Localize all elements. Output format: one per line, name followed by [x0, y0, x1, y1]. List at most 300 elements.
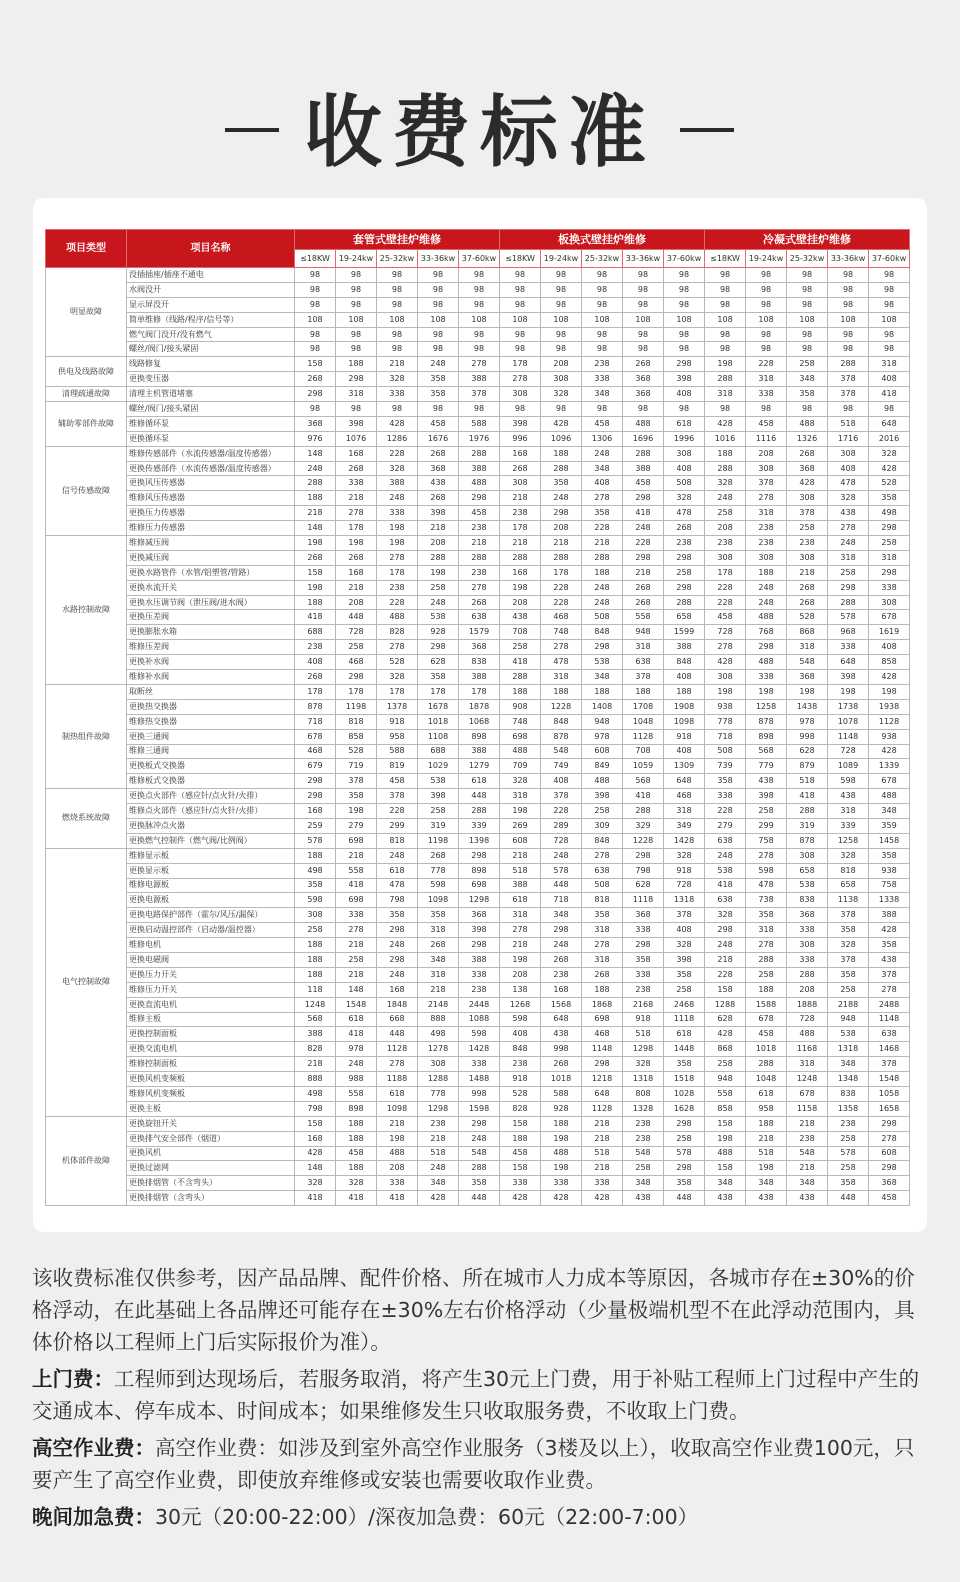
price-cell: 288 [500, 550, 541, 565]
price-cell: 438 [869, 952, 910, 967]
price-cell: 248 [746, 595, 787, 610]
price-cell: 898 [746, 729, 787, 744]
price-cell: 258 [664, 982, 705, 997]
price-cell: 728 [705, 625, 746, 640]
price-cell: 378 [869, 967, 910, 982]
price-cell: 238 [787, 536, 828, 551]
price-cell: 338 [582, 1176, 623, 1191]
price-cell: 858 [869, 655, 910, 670]
price-cell: 749 [541, 759, 582, 774]
price-cell: 2188 [828, 997, 869, 1012]
price-cell: 98 [459, 297, 500, 312]
price-cell: 1118 [664, 1012, 705, 1027]
price-cell: 718 [295, 714, 336, 729]
price-cell: 1248 [787, 1072, 828, 1087]
price-cell: 528 [336, 744, 377, 759]
price-cell: 1378 [377, 699, 418, 714]
price-cell: 308 [787, 550, 828, 565]
price-cell: 238 [664, 536, 705, 551]
price-cell: 228 [541, 595, 582, 610]
price-cell: 148 [336, 982, 377, 997]
price-cell: 308 [705, 670, 746, 685]
price-cell: 289 [541, 818, 582, 833]
price-cell: 258 [828, 1161, 869, 1176]
price-cell: 278 [459, 357, 500, 372]
price-cell: 329 [623, 818, 664, 833]
price-cell: 278 [500, 372, 541, 387]
price-cell: 308 [746, 550, 787, 565]
price-cell: 1428 [664, 833, 705, 848]
price-cell: 848 [582, 833, 623, 848]
price-cell: 548 [787, 655, 828, 670]
price-cell: 998 [787, 729, 828, 744]
price-cell: 98 [664, 297, 705, 312]
price-cell: 188 [746, 982, 787, 997]
price-cell: 228 [377, 446, 418, 461]
price-cell: 258 [623, 1161, 664, 1176]
price-cell: 248 [418, 1161, 459, 1176]
price-cell: 208 [541, 357, 582, 372]
price-cell: 178 [500, 357, 541, 372]
table-row [46, 297, 910, 312]
price-cell: 1128 [582, 1101, 623, 1116]
price-cell: 318 [828, 550, 869, 565]
price-cell: 98 [705, 297, 746, 312]
price-cell: 698 [582, 1012, 623, 1027]
price-cell: 598 [295, 893, 336, 908]
item-name-cell: 更换电磁阀 [127, 952, 295, 967]
price-cell: 238 [377, 580, 418, 595]
price-cell: 279 [705, 818, 746, 833]
table-row [46, 491, 910, 506]
price-cell: 248 [418, 357, 459, 372]
price-cell: 1468 [869, 1042, 910, 1057]
table-row [46, 1072, 910, 1087]
price-cell: 328 [869, 446, 910, 461]
price-cell: 448 [377, 1027, 418, 1042]
table-row [46, 759, 910, 774]
price-cell: 868 [705, 1042, 746, 1057]
price-cell: 318 [500, 908, 541, 923]
item-name-cell: 没插插座/插座不通电 [127, 268, 295, 283]
price-cell: 108 [541, 312, 582, 327]
price-cell: 398 [746, 789, 787, 804]
price-cell: 198 [746, 684, 787, 699]
price-cell: 98 [623, 297, 664, 312]
price-cell: 548 [541, 744, 582, 759]
price-cell: 338 [459, 1057, 500, 1072]
price-cell: 288 [787, 804, 828, 819]
price-cell: 558 [623, 610, 664, 625]
page-title: 收费标准 [303, 88, 656, 178]
price-cell: 578 [541, 863, 582, 878]
price-cell: 598 [500, 1012, 541, 1027]
price-cell: 1198 [418, 833, 459, 848]
price-cell: 418 [623, 789, 664, 804]
price-cell: 218 [377, 1116, 418, 1131]
price-cell: 98 [459, 342, 500, 357]
price-cell: 458 [582, 416, 623, 431]
price-cell: 338 [746, 670, 787, 685]
power-range-header: 19-24kw [336, 250, 377, 268]
price-cell: 879 [787, 759, 828, 774]
price-cell: 98 [295, 342, 336, 357]
price-cell: 318 [336, 387, 377, 402]
price-cell: 268 [295, 670, 336, 685]
table-row [46, 431, 910, 446]
price-cell: 1938 [869, 699, 910, 714]
price-cell: 1029 [418, 759, 459, 774]
price-cell: 188 [705, 446, 746, 461]
price-cell: 948 [828, 1012, 869, 1027]
price-cell: 1599 [664, 625, 705, 640]
price-cell: 298 [623, 491, 664, 506]
table-row [46, 357, 910, 372]
price-cell: 1148 [869, 1012, 910, 1027]
price-cell: 108 [459, 312, 500, 327]
table-row [46, 684, 910, 699]
price-cell: 98 [623, 282, 664, 297]
price-cell: 458 [418, 416, 459, 431]
price-cell: 358 [869, 491, 910, 506]
price-cell: 428 [869, 670, 910, 685]
price-cell: 328 [705, 476, 746, 491]
price-cell: 938 [869, 729, 910, 744]
item-name-cell: 更换电路保护部件（霍尔/风压/漏保） [127, 908, 295, 923]
price-cell: 339 [459, 818, 500, 833]
price-cell: 1248 [295, 997, 336, 1012]
price-cell: 108 [582, 312, 623, 327]
price-cell: 248 [828, 536, 869, 551]
price-cell: 268 [541, 1057, 582, 1072]
table-row [46, 729, 910, 744]
table-row [46, 416, 910, 431]
table-row [46, 878, 910, 893]
price-cell: 148 [295, 446, 336, 461]
item-name-cell: 更换风机 [127, 1146, 295, 1161]
price-cell: 228 [705, 580, 746, 595]
item-name-cell: 更换补水阀 [127, 655, 295, 670]
price-cell: 1148 [828, 729, 869, 744]
price-cell: 318 [869, 550, 910, 565]
price-cell: 1258 [828, 833, 869, 848]
price-cell: 528 [500, 1086, 541, 1101]
price-cell: 168 [336, 565, 377, 580]
price-cell: 608 [582, 744, 623, 759]
price-cell: 1428 [459, 1042, 500, 1057]
price-cell: 518 [828, 416, 869, 431]
price-cell: 358 [746, 908, 787, 923]
price-cell: 338 [787, 952, 828, 967]
power-range-header: 33-36kw [623, 250, 664, 268]
price-cell: 488 [377, 610, 418, 625]
price-cell: 318 [787, 640, 828, 655]
price-cell: 948 [623, 625, 664, 640]
price-cell: 188 [623, 684, 664, 699]
price-cell: 618 [746, 1086, 787, 1101]
price-cell: 198 [500, 952, 541, 967]
power-range-header: ≤18KW [295, 250, 336, 268]
price-cell: 358 [869, 938, 910, 953]
price-cell: 318 [582, 952, 623, 967]
price-cell: 458 [459, 506, 500, 521]
price-cell: 288 [459, 1161, 500, 1176]
power-range-header: 33-36kw [828, 250, 869, 268]
price-cell: 248 [295, 461, 336, 476]
price-cell: 298 [869, 1116, 910, 1131]
price-cell: 328 [623, 1057, 664, 1072]
price-cell: 238 [787, 1131, 828, 1146]
price-cell: 178 [377, 565, 418, 580]
price-cell: 98 [582, 342, 623, 357]
price-cell: 688 [295, 625, 336, 640]
price-cell: 208 [500, 595, 541, 610]
price-cell: 178 [541, 565, 582, 580]
price-cell: 258 [828, 1131, 869, 1146]
price-cell: 298 [377, 923, 418, 938]
table-row [46, 670, 910, 685]
price-cell: 708 [623, 744, 664, 759]
price-cell: 328 [336, 1176, 377, 1191]
price-cell: 258 [664, 565, 705, 580]
price-cell: 268 [541, 952, 582, 967]
price-cell: 228 [541, 580, 582, 595]
group-header-sleeve: 套管式壁挂炉维修 [295, 230, 500, 250]
price-cell: 458 [705, 610, 746, 625]
price-cell: 568 [295, 1012, 336, 1027]
price-cell: 198 [869, 684, 910, 699]
category-cell: 供电及线路故障 [46, 357, 127, 387]
category-cell: 电气控制故障 [46, 848, 127, 1116]
price-cell: 218 [336, 848, 377, 863]
price-cell: 299 [377, 818, 418, 833]
price-cell: 318 [500, 789, 541, 804]
price-cell: 148 [295, 1161, 336, 1176]
price-cell: 828 [295, 1042, 336, 1057]
price-cell: 848 [541, 714, 582, 729]
price-cell: 1288 [418, 1072, 459, 1087]
item-name-cell: 更换板式交换器 [127, 759, 295, 774]
price-cell: 188 [582, 982, 623, 997]
price-cell: 248 [418, 595, 459, 610]
price-cell: 1228 [623, 833, 664, 848]
table-row [46, 908, 910, 923]
price-cell: 178 [295, 684, 336, 699]
price-cell: 258 [869, 536, 910, 551]
price-cell: 338 [336, 908, 377, 923]
price-cell: 608 [500, 833, 541, 848]
price-cell: 328 [828, 491, 869, 506]
price-cell: 248 [377, 848, 418, 863]
price-cell: 628 [418, 655, 459, 670]
price-cell: 288 [541, 550, 582, 565]
price-cell: 188 [746, 1116, 787, 1131]
price-cell: 648 [541, 1012, 582, 1027]
price-cell: 838 [828, 1086, 869, 1101]
price-cell: 998 [541, 1042, 582, 1057]
item-name-cell: 更换控制面板 [127, 1027, 295, 1042]
price-cell: 428 [787, 476, 828, 491]
price-cell: 248 [459, 1131, 500, 1146]
price-cell: 618 [500, 893, 541, 908]
price-cell: 928 [541, 1101, 582, 1116]
price-cell: 318 [787, 1057, 828, 1072]
table-row [46, 982, 910, 997]
price-cell: 2016 [869, 431, 910, 446]
item-name-cell: 更换排气安全部件（烟道） [127, 1131, 295, 1146]
price-cell: 996 [500, 431, 541, 446]
item-name-cell: 更换变压器 [127, 372, 295, 387]
price-cell: 618 [664, 416, 705, 431]
price-cell: 428 [705, 655, 746, 670]
table-row [46, 1101, 910, 1116]
price-cell: 428 [705, 416, 746, 431]
price-cell: 678 [787, 1086, 828, 1101]
price-cell: 319 [418, 818, 459, 833]
price-cell: 458 [746, 416, 787, 431]
price-cell: 578 [828, 610, 869, 625]
price-cell: 108 [500, 312, 541, 327]
price-cell: 98 [377, 282, 418, 297]
price-cell: 1298 [459, 893, 500, 908]
table-row [46, 1146, 910, 1161]
col-header-name: 项目名称 [127, 230, 295, 268]
price-cell: 108 [705, 312, 746, 327]
price-cell: 428 [541, 416, 582, 431]
price-cell: 1158 [787, 1101, 828, 1116]
price-cell: 1448 [664, 1042, 705, 1057]
power-range-header: 33-36kw [418, 250, 459, 268]
visit-fee-text: 工程师到达现场后，若服务取消，将产生30元上门费，用于补贴工程师上门过程中产生的交通成本、停车成本、时间成本；如果维修发生只收取服务费，不收取上门费。 [32, 1367, 920, 1423]
price-cell: 98 [377, 402, 418, 417]
price-cell: 408 [664, 387, 705, 402]
table-row [46, 967, 910, 982]
price-cell: 719 [336, 759, 377, 774]
price-cell: 938 [869, 863, 910, 878]
table-row [46, 863, 910, 878]
price-cell: 728 [664, 878, 705, 893]
price-cell: 188 [295, 595, 336, 610]
table-row [46, 1191, 910, 1206]
price-cell: 298 [664, 1161, 705, 1176]
table-row [46, 1027, 910, 1042]
price-cell: 388 [664, 640, 705, 655]
price-cell: 658 [787, 863, 828, 878]
price-cell: 218 [746, 1131, 787, 1146]
price-cell: 976 [295, 431, 336, 446]
price-cell: 1408 [582, 699, 623, 714]
table-row [46, 342, 910, 357]
item-name-cell: 维修电机 [127, 938, 295, 953]
price-cell: 218 [787, 1116, 828, 1131]
price-cell: 388 [500, 878, 541, 893]
price-cell: 98 [336, 268, 377, 283]
price-cell: 1848 [377, 997, 418, 1012]
price-cell: 798 [377, 893, 418, 908]
price-cell: 1128 [869, 714, 910, 729]
price-cell: 518 [623, 1027, 664, 1042]
price-cell: 218 [582, 1131, 623, 1146]
item-name-cell: 维修压差阀 [127, 640, 295, 655]
price-cell: 348 [828, 1057, 869, 1072]
price-cell: 648 [664, 774, 705, 789]
category-cell: 燃烧系统故障 [46, 789, 127, 849]
price-cell: 188 [746, 565, 787, 580]
price-cell: 208 [746, 446, 787, 461]
price-cell: 358 [582, 908, 623, 923]
item-name-cell: 更换过滤网 [127, 1161, 295, 1176]
price-cell: 358 [582, 506, 623, 521]
price-cell: 748 [500, 714, 541, 729]
price-cell: 298 [418, 640, 459, 655]
price-cell: 168 [295, 804, 336, 819]
price-cell: 798 [623, 863, 664, 878]
price-cell: 1198 [336, 699, 377, 714]
price-cell: 438 [746, 1191, 787, 1206]
price-cell: 268 [295, 550, 336, 565]
price-cell: 978 [787, 714, 828, 729]
price-cell: 178 [336, 521, 377, 536]
price-cell: 198 [705, 684, 746, 699]
price-cell: 378 [828, 387, 869, 402]
table-row [46, 818, 910, 833]
price-cell: 558 [336, 1086, 377, 1101]
price-cell: 268 [582, 967, 623, 982]
price-cell: 898 [336, 1101, 377, 1116]
price-cell: 248 [746, 580, 787, 595]
price-cell: 678 [295, 729, 336, 744]
price-cell: 448 [664, 1191, 705, 1206]
price-cell: 418 [787, 789, 828, 804]
item-name-cell: 维修电源板 [127, 878, 295, 893]
price-cell: 218 [787, 565, 828, 580]
price-cell: 998 [459, 1086, 500, 1101]
price-cell: 1098 [664, 714, 705, 729]
price-cell: 158 [295, 1116, 336, 1131]
price-cell: 418 [336, 1191, 377, 1206]
price-cell: 278 [541, 640, 582, 655]
price-cell: 638 [459, 610, 500, 625]
price-cell: 238 [623, 982, 664, 997]
price-cell: 238 [295, 640, 336, 655]
price-cell: 298 [869, 565, 910, 580]
price-cell: 878 [541, 729, 582, 744]
price-cell: 1628 [664, 1101, 705, 1116]
price-cell: 98 [418, 282, 459, 297]
price-cell: 98 [377, 327, 418, 342]
price-cell: 608 [869, 1146, 910, 1161]
price-cell: 288 [664, 595, 705, 610]
price-cell: 398 [500, 416, 541, 431]
price-cell: 268 [664, 521, 705, 536]
price-cell: 2148 [418, 997, 459, 1012]
price-cell: 298 [746, 640, 787, 655]
price-cell: 1579 [459, 625, 500, 640]
price-cell: 878 [787, 833, 828, 848]
price-cell: 758 [869, 878, 910, 893]
price-cell: 268 [623, 595, 664, 610]
price-cell: 918 [377, 714, 418, 729]
price-cell: 1976 [459, 431, 500, 446]
table-row [46, 1042, 910, 1057]
price-cell: 268 [787, 595, 828, 610]
price-cell: 168 [500, 446, 541, 461]
price-cell: 578 [664, 1146, 705, 1161]
item-name-cell: 维修热交换器 [127, 714, 295, 729]
price-cell: 108 [746, 312, 787, 327]
price-cell: 218 [336, 938, 377, 953]
price-table-body [46, 268, 910, 1206]
